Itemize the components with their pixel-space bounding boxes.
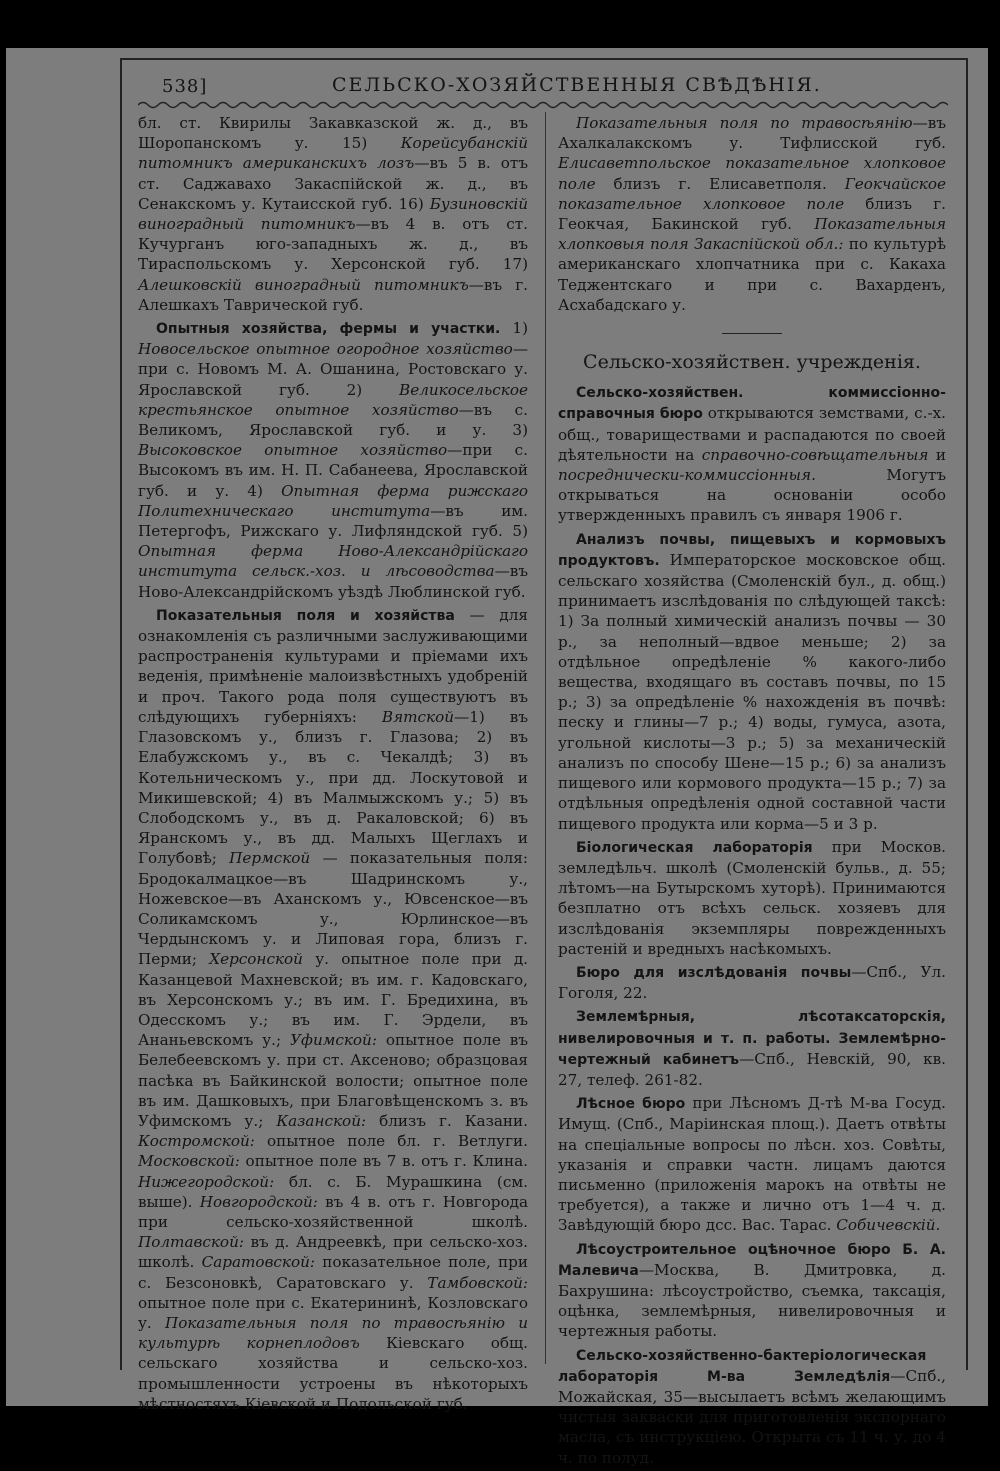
paragraph-survey-works xyxy=(558,1006,946,1090)
section-heading: Сельско-хозяйствен. учрежденія. xyxy=(583,351,921,374)
text: близъ г. Геокчая, Бакинской губ. xyxy=(558,194,946,234)
italic-text: Херсонской xyxy=(209,950,303,969)
column-separator xyxy=(545,112,546,1364)
text: — для ознакомленія съ различными заслуживающими распространенія культурами и пріемами ихъ веденія, примѣненіе малоизвѣстныхъ удобреній и проч. Такого рода поля существуютъ въ слѣдующихъ губерніяхъ: xyxy=(138,605,528,726)
text: въ 4 в. отъ г. Новгорода при сельско-хозяйственной школѣ. xyxy=(138,1192,529,1231)
text: —Спб., Можайская, 35—высылаетъ всѣмъ желающимъ чистыя закваски для приготовленія экспорнаго масла, съ инструкціею. Открыта съ 11 ч. у. до 4 ч. по полуд. xyxy=(558,1366,946,1467)
italic-text: Опытная ферма рижскаго Политехническаго института xyxy=(138,481,528,520)
text: у. опытное поле при д. Казанцевой Махневской; въ им. г. Кадовскаго, въ Херсонскомъ у.; въ им. Г. Бредихина, въ Одесскомъ у.; въ им. Г. Эрдели, въ Ананьевскомъ у.; xyxy=(138,950,528,1050)
running-title: СЕЛЬСКО-ХОЗЯЙСТВЕННЫЯ СВѢДѢНІЯ. xyxy=(332,74,822,96)
paragraph-grass-cotton-fields xyxy=(558,113,946,315)
text: 1) xyxy=(500,319,528,338)
text: показательное поле, при с. Безсоновкѣ, Саратовскаго у. xyxy=(138,1253,528,1292)
entry-heading: Сельско-хозяйствен. коммиссіонно-справочныя бюро xyxy=(558,385,946,423)
italic-text: Нижегородской: xyxy=(138,1172,275,1191)
paragraph-soil-analysis xyxy=(558,529,946,834)
right-column xyxy=(558,113,946,1471)
italic-text: посреднически-коммиссіонныя. xyxy=(558,466,816,485)
left-column xyxy=(138,113,528,1417)
italic-text: Алешковскій виноградный питомникъ xyxy=(138,275,469,294)
text: близъ г. Елисаветполя. xyxy=(595,174,845,193)
italic-text: Показательныя поля по травосѣянію и культурѣ корнеплодовъ xyxy=(138,1313,528,1353)
text: Могутъ открываться на основаніи особо утвержденныхъ правилъ съ января 1906 г. xyxy=(558,466,946,525)
text: —Спб., Ул. Гоголя, 22. xyxy=(558,962,946,1003)
italic-text: Собичевскій. xyxy=(836,1216,941,1235)
text: —Москва, В. Дмитровка, д. Бахрушина: лѣсоустройство, съемка, таксація, оцѣнка, землемѣрныя, нивелировочныя и чертежныя работы. xyxy=(558,1260,946,1341)
text: —при с. Новомъ М. А. Ошанина, Ростовскаго у. Ярославской губ. 2) xyxy=(138,340,528,399)
text: —въ 4 в. отъ ст. Кучурганъ юго-западныхъ ж. д., въ Тираспольскомъ у. Херсонской губ. 17) xyxy=(138,215,528,274)
text: —въ им. Петергофъ, Рижскаго у. Лифляндской губ. 5) xyxy=(138,501,528,541)
text: опытное поле бл. г. Ветлуги. xyxy=(254,1132,528,1151)
italic-text: Великосельское крестьянское опытное хозяйство xyxy=(138,380,528,419)
text: при Лѣсномъ Д-тѣ М-ва Госуд. Имущ. (Спб., Маріинская площ.). Даетъ отвѣты на спеціальные вопросы по лѣсн. хоз. Совѣты, указанія и справки частн. лицамъ даются письменно (приложенія марокъ на отвѣты не требуется), а также и лично отъ 1—4 ч. д. Завѣдующій бюро дсс. Вас. Тарас. xyxy=(558,1094,946,1235)
paragraph-experimental-farms xyxy=(138,318,528,602)
italic-text: Корейсубанскій питомникъ американскихъ лозъ xyxy=(138,134,528,173)
text: Кіевскаго общ. сельскаго хозяйства и сельско-хоз. промышленности устроены въ нѣкоторыхъ мѣстностяхъ Кіевской и Подольской губ. xyxy=(138,1334,529,1413)
entry-heading: Лѣсоустроительное оцѣночное бюро Б. А. Малевича xyxy=(558,1241,946,1279)
italic-text: Показательныя поля по травосѣянію xyxy=(576,114,913,132)
section-divider xyxy=(722,333,782,334)
paragraph-demonstration-fields xyxy=(138,605,528,1414)
text: —при с. Высокомъ въ им. Н. П. Сабанеева, Ярославской губ. и у. 4) xyxy=(138,441,528,500)
header-wavy-rule xyxy=(138,100,948,110)
frame-top-border xyxy=(120,58,966,60)
text: —въ 5 в. отъ ст. Саджавахо Закаспійской ж. д., въ Сенакскомъ у. Кутаисской губ. 16) xyxy=(138,154,528,213)
paragraph-forest-bureau xyxy=(558,1093,946,1235)
text: опытное поле въ Белебеевскомъ у. при ст. Аксеново; образцовая пасѣка въ Байкинской волости; опытное поле въ им. Дашковыхъ, при Благовѣщенскомъ з. въ Уфимскомъ у.; xyxy=(138,1031,529,1130)
italic-text: Костромской: xyxy=(138,1132,255,1151)
italic-text: Уфимской: xyxy=(290,1031,377,1050)
text: опытное поле при с. Екатерининѣ, Козловскаго у. xyxy=(138,1293,528,1332)
entry-heading: Показательныя поля и хозяйства xyxy=(156,607,455,624)
italic-text: Бузиновскій виноградный питомникъ xyxy=(138,194,528,234)
text: —въ Ахалкалакскомъ у. Тифлисской губ. xyxy=(558,114,946,153)
frame-right-border xyxy=(966,58,968,1370)
paragraph-commission-bureaus xyxy=(558,382,946,525)
text: въ д. Андреевкѣ, при сельско-хоз. школѣ. xyxy=(138,1233,528,1272)
italic-text: Вятской xyxy=(381,707,455,726)
text: Императорское московское общ. сельскаго хозяйства (Смоленскій бул., д. общ.) принимаетъ изслѣдованія по слѣдующей таксѣ: 1) За полный химическій анализъ почвы — 30 р., за неполный—вдвое меньше; 2) за отдѣльное опредѣленіе % какого-либо вещества, входящаго въ составъ почвы, по 15 р.; 3) за опредѣленіе % нахожденія въ почвѣ: песку и глины—7 р.; 4) воды, гумуса, азота, угольной кислоты—3 р.; 5) за механическій анализъ по способу Шене—15 р.; 6) за анализъ пищевого или кормового продукта—15 р.; 7) за отдѣльныя опредѣленія одной составной части пищевого продукта или корма—5 и 3 р. xyxy=(558,550,946,833)
italic-text: Геокчайское показательное хлопковое поле xyxy=(558,174,946,213)
text: близъ г. Казани. xyxy=(366,1111,529,1130)
italic-text: Саратовской: xyxy=(201,1253,316,1272)
italic-text: Казанской: xyxy=(276,1111,367,1130)
italic-text: Пермской xyxy=(229,849,311,868)
entry-heading: Анализъ почвы, пищевыхъ и кормовыхъ продуктовъ. xyxy=(558,531,946,569)
text: —1) въ Глазовскомъ у., близъ г. Глазова; 2) въ Елабужскомъ у., въ с. Чекалдѣ; 3) въ Котельническомъ у., при дд. Лоскутовой и Микишевской; 4) въ Малмыжскомъ у.; 5) въ Слободскомъ у., въ д. Ракаловской; 6) въ Яранскомъ у., въ дд. Малыхъ Щеглахъ и Голубовѣ; xyxy=(138,707,528,868)
italic-text: Тамбовской: xyxy=(427,1273,528,1292)
italic-text: Полтавской: xyxy=(138,1233,244,1252)
text: открываются земствами, с.-х. общ., товариществами и распадаются по своей дѣятельности на xyxy=(558,404,946,464)
text: —въ г. Алешкахъ Таврической губ. xyxy=(138,275,528,314)
text: при Москов. земледѣльч. школѣ (Смоленскій бульв., д. 55; лѣтомъ—на Бутырскомъ хуторѣ). Принимаются безплатно отъ всѣхъ сельск. хозяевъ для изслѣдованія экземпляры поврежденныхъ растеній и вредныхъ насѣкомыхъ. xyxy=(558,837,946,958)
page-number: 538] xyxy=(162,76,208,97)
paragraph-forest-appraisal xyxy=(558,1239,946,1342)
italic-text: Опытная ферма Ново-Александрійскаго института сельск.-хоз. и лѣсоводства xyxy=(138,542,528,581)
entry-heading: Землемѣрныя, лѣсотаксаторскія, нивелировочныя и т. п. работы. Землемѣрно-чертежный кабинетъ xyxy=(558,1009,946,1068)
text: и xyxy=(928,445,946,464)
frame-left-border xyxy=(120,58,122,1370)
italic-text: Новгородской: xyxy=(199,1192,318,1211)
text: — показательныя поля: Бродокалмацкое—въ Шадринскомъ у., Ножевское—въ Аханскомъ у., Ювсенское—въ Соликамскомъ у., Юрлинское—въ Чердынскомъ у. и Липовая гора, близъ г. Перми; xyxy=(138,849,528,969)
italic-text: справочно-совѣщательныя xyxy=(701,445,929,464)
text: бл. ст. Квирилы Закавказской ж. д., въ Шоропанскомъ у. 15) xyxy=(138,114,528,153)
italic-text: Новосельское опытное огородное хозяйство xyxy=(138,340,513,359)
entry-heading: Сельско-хозяйственно-бактеріологическая лабораторія М-ва Земледѣлія xyxy=(558,1347,927,1385)
italic-text: Московской: xyxy=(138,1152,240,1171)
paragraph-soil-bureau xyxy=(558,962,946,1003)
text: опытное поле въ 7 в. отъ г. Клина. xyxy=(239,1152,528,1171)
text: —Спб., Невскій, 90, кв. 27, телеф. 261-82. xyxy=(558,1049,946,1089)
entry-heading: Лѣсное бюро xyxy=(576,1096,686,1113)
italic-text: Показательныя хлопковыя поля Закаспійской обл.: xyxy=(558,215,946,254)
text: бл. с. Б. Мурашкина (см. выше). xyxy=(138,1172,528,1211)
text: —въ с. Великомъ, Ярославской губ. и у. 3) xyxy=(138,400,529,440)
text: —въ Ново-Александрійскомъ уѣздѣ Люблинской губ. xyxy=(138,562,528,601)
paragraph-biological-lab xyxy=(558,837,946,959)
text: по культурѣ американскаго хлопчатника при с. Какаха Теджентскаго и при с. Вахарденъ, Асхабадскаго у. xyxy=(558,235,946,314)
entry-heading: Біологическая лабораторія xyxy=(576,839,813,856)
entry-heading: Бюро для изслѣдованія почвы xyxy=(576,964,852,981)
paragraph-vine-nurseries xyxy=(138,113,528,315)
italic-text: Высоковское опытное хозяйство xyxy=(138,441,448,460)
entry-heading: Опытныя хозяйства, фермы и участки. xyxy=(156,321,501,338)
paragraph-bacteriological-lab xyxy=(558,1345,946,1468)
italic-text: Елисаветпольское показательное хлопковое поле xyxy=(558,154,946,193)
